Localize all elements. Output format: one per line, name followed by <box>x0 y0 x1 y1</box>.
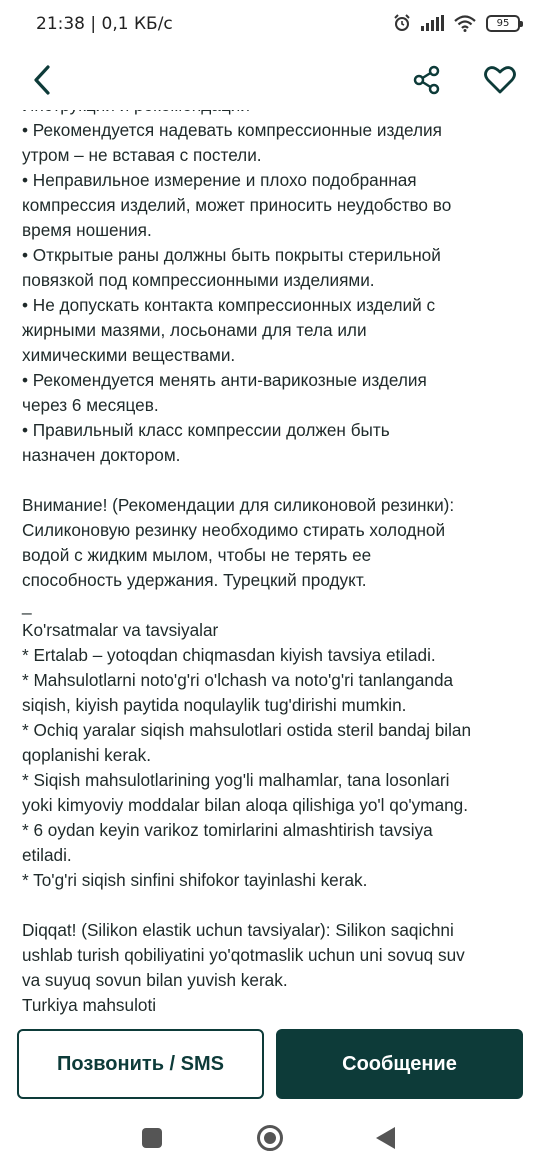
description-gap <box>22 893 526 918</box>
description-line: химическими веществами. <box>22 345 236 365</box>
description-line: жирными мазями, лосьонами для тела или <box>22 320 367 340</box>
nav-back-icon[interactable] <box>376 1127 395 1149</box>
system-nav-bar <box>0 1110 540 1170</box>
call-sms-button[interactable]: Позвонить / SMS <box>17 1029 264 1099</box>
description-line: Ko'rsatmalar va tavsiyalar <box>22 620 219 640</box>
description-line: утром – не вставая с постели. <box>22 145 262 165</box>
description-line: siqish, kiyish paytida noqulaylik tug'dirishi mumkin. <box>22 695 407 715</box>
home-icon[interactable] <box>257 1125 283 1151</box>
description-line: повязкой под компрессионными изделиями. <box>22 270 375 290</box>
description-line: • Правильный класс компрессии должен быть <box>22 420 390 440</box>
description-line: • Не допускать контакта компрессионных изделий с <box>22 295 436 315</box>
action-bar <box>0 1020 540 1115</box>
status-bar <box>0 0 540 50</box>
description-line: * Ochiq yaralar siqish mahsulotlari ostida steril bandaj bilan <box>22 720 472 740</box>
description-line: Внимание! (Рекомендации для силиконовой резинки): <box>22 495 455 515</box>
description-line: etiladi. <box>22 845 72 865</box>
signal-icon <box>421 15 444 31</box>
description-line: • Рекомендуется надевать компрессионные изделия <box>22 120 442 140</box>
wifi-icon <box>454 15 476 32</box>
battery-icon: 95 <box>486 15 520 32</box>
description-line: va suyuq sovun bilan yuvish kerak. <box>22 970 288 990</box>
description-line: • Неправильное измерение и плохо подобранная <box>22 170 417 190</box>
description-line: • Открытые раны должны быть покрыты стерильной <box>22 245 441 265</box>
description-line: _ <box>22 595 32 615</box>
description-line: qoplanishi kerak. <box>22 745 151 765</box>
description-line: * To'g'ri siqish sinfini shifokor tayinlashi kerak. <box>22 870 368 890</box>
heart-icon <box>484 65 516 95</box>
top-bar <box>0 50 540 110</box>
description-line: * Ertalab – yotoqdan chiqmasdan kiyish tavsiya etiladi. <box>22 645 436 665</box>
product-description <box>22 106 526 1024</box>
share-button[interactable] <box>405 60 449 100</box>
description-line: yoki kimyoviy moddalar bilan aloqa qilishiga yo'l qo'ymang. <box>22 795 469 815</box>
description-line: Diqqat! (Silikon elastik uchun tavsiyalar): Silikon saqichni <box>22 920 454 940</box>
status-icons <box>393 14 520 32</box>
description-line: Силиконовую резинку необходимо стирать холодной <box>22 520 446 540</box>
description-line: * Siqish mahsulotlarining yog'li malhamlar, tana losonlari <box>22 770 450 790</box>
back-button[interactable] <box>22 60 62 100</box>
alarm-icon <box>393 14 411 32</box>
message-button[interactable]: Сообщение <box>276 1029 523 1099</box>
description-line: ushlab turish qobiliyatini yo'qotmaslik uchun uni sovuq suv <box>22 945 465 965</box>
description-gap <box>22 468 526 493</box>
description-line: компрессия изделий, может приносить неудобство во <box>22 195 452 215</box>
description-line: способность удержания. Турецкий продукт. <box>22 570 367 590</box>
back-arrow-icon <box>31 64 53 96</box>
status-time: 21:38 | 0,1 КБ/с <box>36 14 173 34</box>
share-icon <box>412 65 442 95</box>
description-line: водой с жидким мылом, чтобы не терять ее <box>22 545 372 565</box>
description-line: время ношения. <box>22 220 152 240</box>
description-line: * 6 oydan keyin varikoz tomirlarini almashtirish tavsiya <box>22 820 433 840</box>
favorite-button[interactable] <box>478 60 522 100</box>
recent-apps-icon[interactable] <box>142 1128 162 1148</box>
description-line: * Mahsulotlarni noto'g'ri o'lchash va noto'g'ri tanlanganda <box>22 670 454 690</box>
description-line: • Рекомендуется менять анти-варикозные изделия <box>22 370 427 390</box>
description-line: через 6 месяцев. <box>22 395 159 415</box>
description-line: назначен доктором. <box>22 445 181 465</box>
description-line: Turkiya mahsuloti <box>22 995 157 1015</box>
